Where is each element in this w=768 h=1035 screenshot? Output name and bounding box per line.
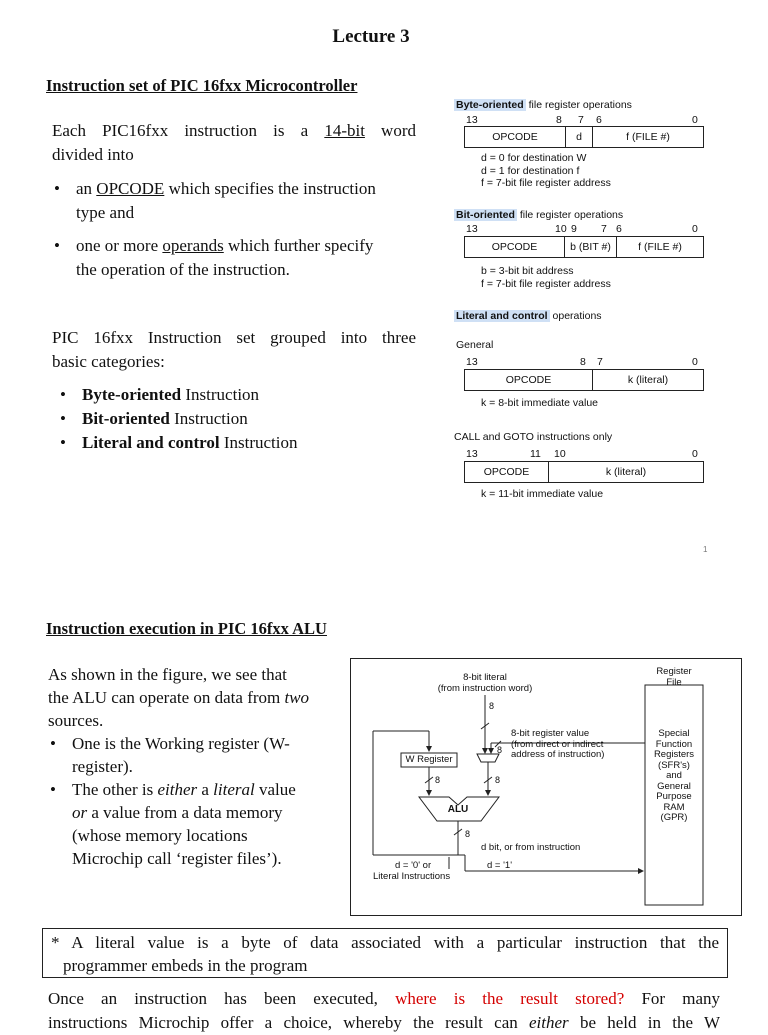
bus-width-label: 8 [465,829,471,839]
alu-source-list [48,732,348,870]
literal-format-notes: k = 8-bit immediate value [481,397,599,409]
slide-number: 1 [703,545,708,554]
section2-text: As shown in the figure, we see that the ALU can operate on data from two sources. • One is the Working register (W- register). • The other is either a literal value or a value from a data memory (whose memory locations Microchip call ‘register files’). [48,663,348,870]
b-field: b (BIT #) [565,237,617,257]
list-item: • Byte-oriented Instruction [58,383,398,407]
bit-number: 13 [466,356,478,368]
bit-format-label: Bit-oriented file register operations [456,209,624,221]
list-item: • Bit-oriented Instruction [58,407,398,431]
byte-format-label: Byte-oriented file register operations [456,99,632,111]
callgoto-label: CALL and GOTO instructions only [454,431,613,443]
register-file-label: Register File [656,666,692,688]
opcode-field: OPCODE [465,462,549,482]
opcode-field: OPCODE [465,237,565,257]
bit-number: 9 [571,223,577,235]
d1-label: d = '1' [487,860,513,871]
d0-label-2: Literal Instructions [373,871,451,882]
list-item: • an OPCODE which specifies the instruction type and [52,177,416,225]
w-register-label: W Register [405,754,453,765]
bit-number: 6 [616,223,622,235]
category-list [58,383,398,455]
sfr-gpr-label: Special Function Registers (SFR's) and General Purpose RAM (GPR) [653,728,695,823]
bit-number: 10 [555,223,567,235]
f-field: f (FILE #) [638,241,682,253]
bit-number: 0 [692,114,698,126]
k-field: k (literal) [627,374,669,386]
literal-format-box [464,369,704,391]
list-item: • one or more operands which further specify the operation of the instruction. [52,234,416,282]
callgoto-format-notes: k = 11-bit immediate value [481,488,604,500]
bit-number: 6 [596,114,602,126]
bit-number: 10 [554,448,566,460]
bit-number: 7 [578,114,584,126]
bit-number: 8 [556,114,562,126]
opcode-field: OPCODE [465,370,593,390]
bit-number: 0 [692,448,698,460]
bus-width-label: 8 [489,701,495,711]
register-value-label: 8-bit register value (from direct or indirect address of instruction) [511,728,605,760]
general-label: General [456,339,494,351]
group-text: PIC 16fxx Instruction set grouped into three basic categories: [52,328,416,371]
bus-width-label: 8 [497,745,503,755]
d-bit-label: d bit, or from instruction [481,842,581,853]
bit-format-box [464,236,704,258]
literal-footnote: * A literal value is a byte of data associated with a particular instruction that the programmer embeds in the program [42,928,728,978]
bus-width-label: 8 [495,775,501,785]
d-field: d [566,127,593,147]
alu-label: ALU [447,804,469,815]
byte-format-notes: d = 0 for destination W d = 1 for destination f f = 7-bit file register address [481,152,611,189]
bit-number: 13 [466,223,478,235]
callgoto-format-box [464,461,704,483]
section1-heading: Instruction set of PIC 16fxx Microcontroller [46,76,358,95]
bit-format-notes: b = 3-bit bit address f = 7-bit file register address [481,265,611,290]
bit-number: 7 [601,223,607,235]
bus-width-label: 8 [435,775,441,785]
byte-format-box [464,126,704,148]
bit-number: 7 [597,356,603,368]
k-field: k (literal) [605,466,647,478]
list-item: • The other is either a literal value or a value from a data memory (whose memory locations Microchip call ‘register files’). [48,778,348,870]
literal-format-label: Literal and control operations [456,310,602,322]
intro-bullets [52,177,416,282]
f-field: f (FILE #) [626,131,670,143]
closing-paragraph: Once an instruction has been executed, where is the result stored? For many instructions Microchip offer a choice, whereby the result can either be held in the W [48,989,721,1032]
literal-label: 8-bit literal (from instruction word) [437,672,533,694]
bit-number: 0 [692,223,698,235]
bit-number: 11 [530,448,541,460]
section1-intro: Each PIC16fxx instruction is a 14-bit word divided into [52,121,416,164]
bit-number: 8 [580,356,586,368]
mux [477,754,499,762]
opcode-field: OPCODE [465,127,566,147]
list-item: • Literal and control Instruction [58,431,398,455]
page-title: Lecture 3 [332,26,410,47]
bit-number: 0 [692,356,698,368]
d0-label: d = '0' or [395,860,432,871]
alu-figure [350,658,742,916]
bit-number: 13 [466,448,478,460]
section2-heading: Instruction execution in PIC 16fxx ALU [46,619,327,638]
bit-number: 13 [466,114,478,126]
list-item: • One is the Working register (W- register). [48,732,348,778]
